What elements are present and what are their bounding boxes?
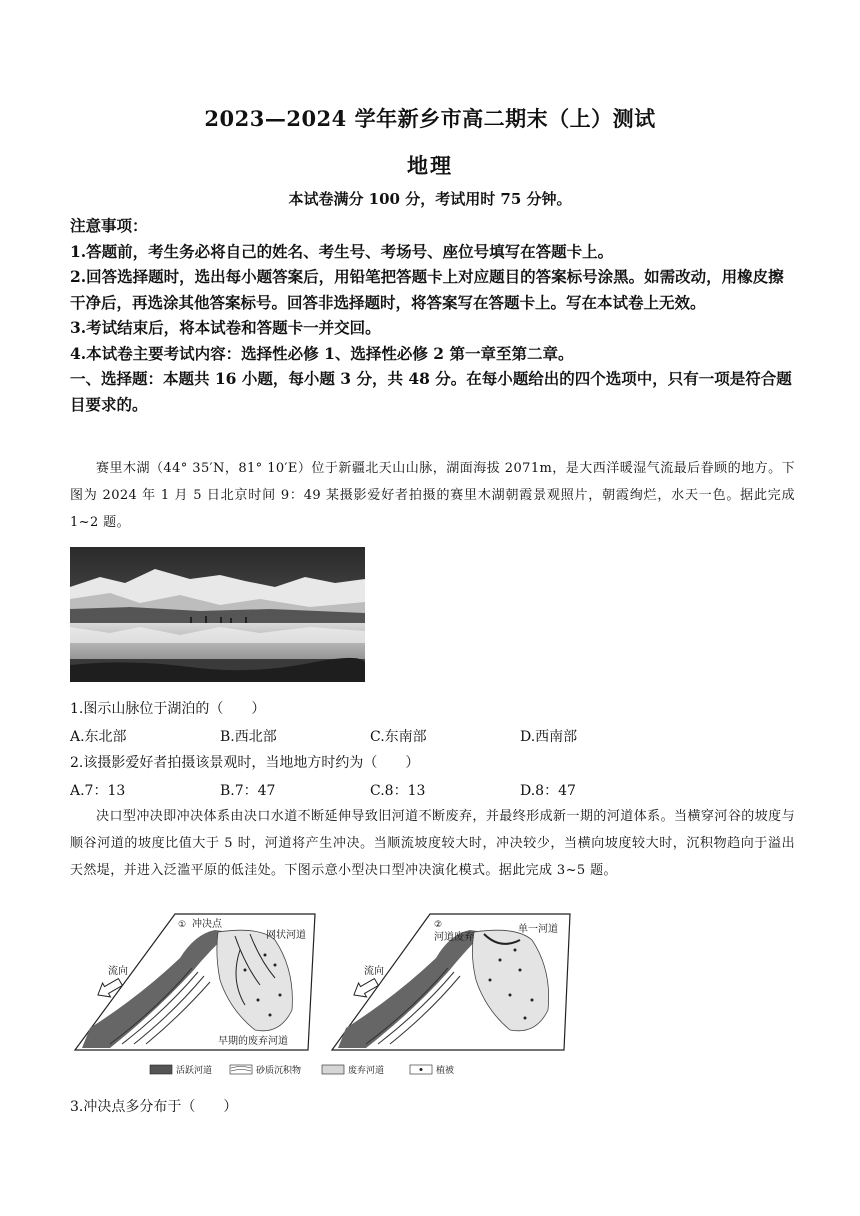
legend-active-channel: 活跃河道 bbox=[176, 1066, 213, 1076]
label-early-abandoned: 早期的废弃河道 bbox=[218, 1036, 288, 1047]
label-single-channel: 单一河道 bbox=[518, 924, 558, 935]
question-2-stem: 2.该摄影爱好者拍摄该景观时，当地地方时约为（ ） bbox=[70, 755, 420, 771]
section-heading: 一、选择题：本题共 16 小题，每小题 3 分，共 48 分。在每小题给出的四个选项中，只有一项是符合题目要求的。 bbox=[70, 369, 792, 414]
figure-legend bbox=[150, 1064, 454, 1076]
panel-1 bbox=[75, 914, 315, 1050]
exam-info: 本试卷满分 100 分，考试用时 75 分钟。 bbox=[288, 190, 572, 208]
passage-1: 赛里木湖（44° 35′N，81° 10′E）位于新疆北天山山脉，湖面海拔 2071m，是大西洋暖湿气流最后眷顾的地方。下图为 2024 年 1 月 5 日北京时间 9：49 某摄影爱好者拍摄的赛里木湖朝霞景观照片，朝霞绚烂，水天一色。据此完成 1~2 题。 bbox=[70, 461, 795, 530]
notice-item: 1.答题前，考生务必将自己的姓名、考生号、考场号、座位号填写在答题卡上。 bbox=[70, 241, 614, 261]
crevasse-figure bbox=[70, 910, 650, 1082]
option-c[interactable]: C.8：13 bbox=[370, 783, 426, 799]
option-a[interactable]: A.7：13 bbox=[70, 783, 126, 799]
legend-vegetation: 植被 bbox=[436, 1066, 455, 1076]
option-d[interactable]: D.西南部 bbox=[520, 729, 578, 745]
notice-item: 2.回答选择题时，选出每小题答案后，用铅笔把答题卡上对应题目的答案标号涂黑。如需改动，用橡皮擦干净后，再选涂其他答案标号。回答非选择题时，将答案写在答题卡上。写在本试卷上无效。 bbox=[70, 267, 784, 312]
option-c[interactable]: C.东南部 bbox=[370, 729, 427, 745]
label-breach-point: 冲决点 bbox=[192, 919, 222, 930]
panel-2-number: ② bbox=[434, 920, 443, 930]
lake-photo bbox=[70, 547, 365, 682]
notice-item: 3.考试结束后，将本试卷和答题卡一并交回。 bbox=[70, 318, 381, 337]
question-1-stem: 1.图示山脉位于湖泊的（ ） bbox=[70, 701, 266, 717]
subject-title: 地理 bbox=[407, 153, 453, 178]
label-braided-channel: 网状河道 bbox=[266, 930, 306, 941]
question-1-options bbox=[70, 726, 670, 746]
question-3-stem: 3.冲决点多分布于（ ） bbox=[70, 1099, 238, 1115]
panel-1-number: ① bbox=[178, 920, 187, 930]
label-flow-direction-2: 流向 bbox=[364, 966, 384, 977]
panel-2 bbox=[332, 914, 570, 1050]
notice-item: 4.本试卷主要考试内容：选择性必修 1、选择性必修 2 第一章至第二章。 bbox=[70, 343, 574, 363]
option-b[interactable]: B.西北部 bbox=[220, 729, 277, 745]
legend-abandoned-channel: 废弃河道 bbox=[348, 1066, 385, 1076]
notice-heading: 注意事项： bbox=[70, 216, 148, 235]
option-d[interactable]: D.8：47 bbox=[520, 783, 576, 799]
label-flow-direction: 流向 bbox=[108, 966, 128, 977]
label-channel-abandon: 河道废弃 bbox=[434, 932, 474, 943]
option-a[interactable]: A.东北部 bbox=[70, 729, 127, 745]
exam-title: 2023—2024 学年新乡市高二期末（上）测试 bbox=[204, 106, 656, 131]
option-b[interactable]: B.7：47 bbox=[220, 783, 276, 799]
legend-sand-deposit: 砂质沉积物 bbox=[256, 1066, 302, 1076]
notice-block bbox=[70, 213, 795, 417]
question-2-options bbox=[70, 780, 670, 800]
passage-2: 决口型冲决即冲决体系由决口水道不断延伸导致旧河道不断废弃，并最终形成新一期的河道体系。当横穿河谷的坡度与顺谷河道的坡度比值大于 5 时，河道将产生冲决。当顺流坡度较大时，冲决较少，当横向坡度较大时，沉积物趋向于溢出天然堤，并进入泛滥平原的低洼处。下图示意小型决口型冲决演化模式。据此完成 3~5 题。 bbox=[70, 809, 795, 878]
